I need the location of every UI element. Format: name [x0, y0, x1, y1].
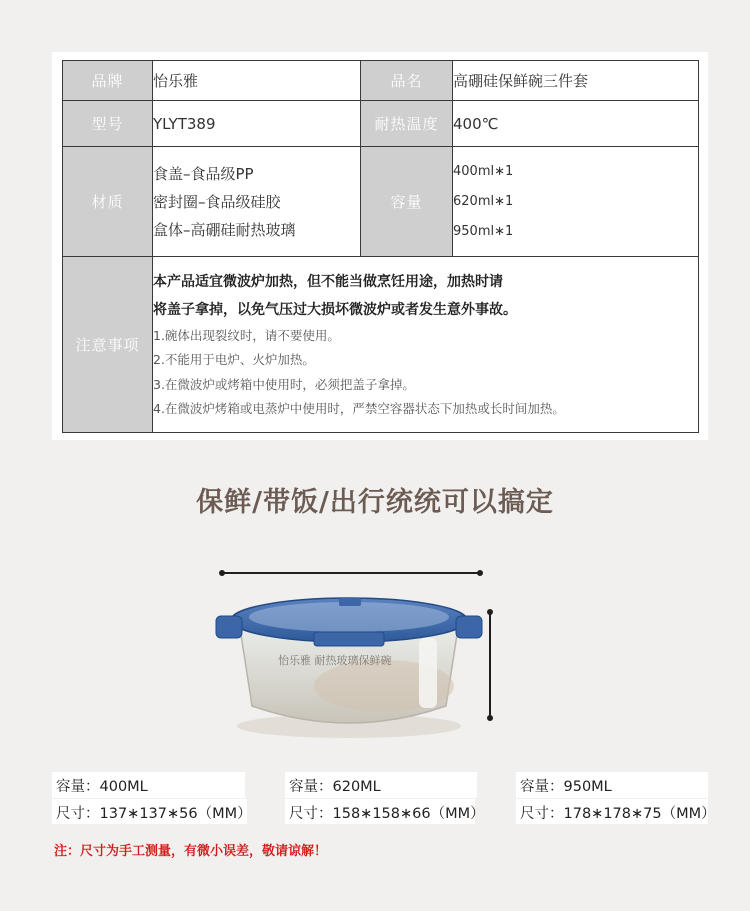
material-line: 盒体–高硼硅耐热玻璃 [153, 220, 296, 239]
notes-label: 注意事项 [63, 257, 153, 433]
headline: 保鲜/带饭/出行统统可以搞定 [196, 487, 554, 518]
brand-value: 怡乐雅 [153, 61, 361, 101]
size-card-620 [285, 772, 485, 822]
capacity-line: 400ml∗1 [453, 163, 514, 179]
size-capacity: 容量：620ML [289, 779, 381, 795]
heat-value: 400℃ [453, 101, 699, 147]
spec-row-notes [63, 257, 699, 433]
notes-bold-line: 本产品适宜微波炉加热，但不能当做烹饪用途，加热时请 [153, 273, 503, 290]
material-label: 材质 [63, 147, 153, 257]
capacity-label: 容量 [361, 147, 453, 257]
measurement-note: 注：尺寸为手工测量，有微小误差，敬请谅解！ [54, 844, 328, 859]
notes-item: 1.碗体出现裂纹时，请不要使用。 [153, 327, 340, 343]
glass-bowl-image [214, 590, 484, 740]
model-label: 型号 [63, 101, 153, 147]
spec-table [62, 60, 699, 433]
model-value: YLYT389 [153, 101, 361, 147]
material-line: 密封圈–食品级硅胶 [153, 192, 281, 211]
capacity-line: 950ml∗1 [453, 223, 514, 239]
size-capacity: 容量：950ML [520, 779, 612, 795]
material-line: 食盖–食品级PP [153, 164, 254, 183]
notes-item: 3.在微波炉或烤箱中使用时，必须把盖子拿掉。 [153, 376, 415, 392]
notes-bold-line: 将盖子拿掉，以免气压过大损坏微波炉或者发生意外事故。 [153, 301, 517, 318]
size-card-400 [52, 772, 252, 822]
material-value [153, 147, 361, 257]
size-dimension: 尺寸：178∗178∗75（MM） [520, 806, 716, 822]
capacity-value [453, 147, 699, 257]
bowl-print-text: 怡乐雅 耐热玻璃保鲜碗 [278, 654, 392, 667]
spec-row-brand [63, 61, 699, 101]
capacity-line: 620ml∗1 [453, 193, 514, 209]
spec-row-material [63, 147, 699, 257]
width-dimension-line [222, 572, 480, 574]
name-label: 品名 [361, 61, 453, 101]
notes-content [153, 257, 699, 433]
height-dimension-line [489, 612, 491, 718]
notes-item: 4.在微波炉烤箱或电蒸炉中使用时，严禁空容器状态下加热或长时间加热。 [153, 401, 565, 416]
size-capacity: 容量：400ML [56, 779, 148, 795]
brand-label: 品牌 [63, 61, 153, 101]
size-dimension: 尺寸：137∗137∗56（MM） [56, 806, 252, 822]
size-card-950 [516, 772, 716, 822]
spec-row-model [63, 101, 699, 147]
notes-item: 2.不能用于电炉、火炉加热。 [153, 352, 315, 367]
size-dimension: 尺寸：158∗158∗66（MM） [289, 806, 485, 822]
spec-panel [52, 52, 708, 440]
heat-label: 耐热温度 [361, 101, 453, 147]
name-value: 高硼硅保鲜碗三件套 [453, 61, 699, 101]
